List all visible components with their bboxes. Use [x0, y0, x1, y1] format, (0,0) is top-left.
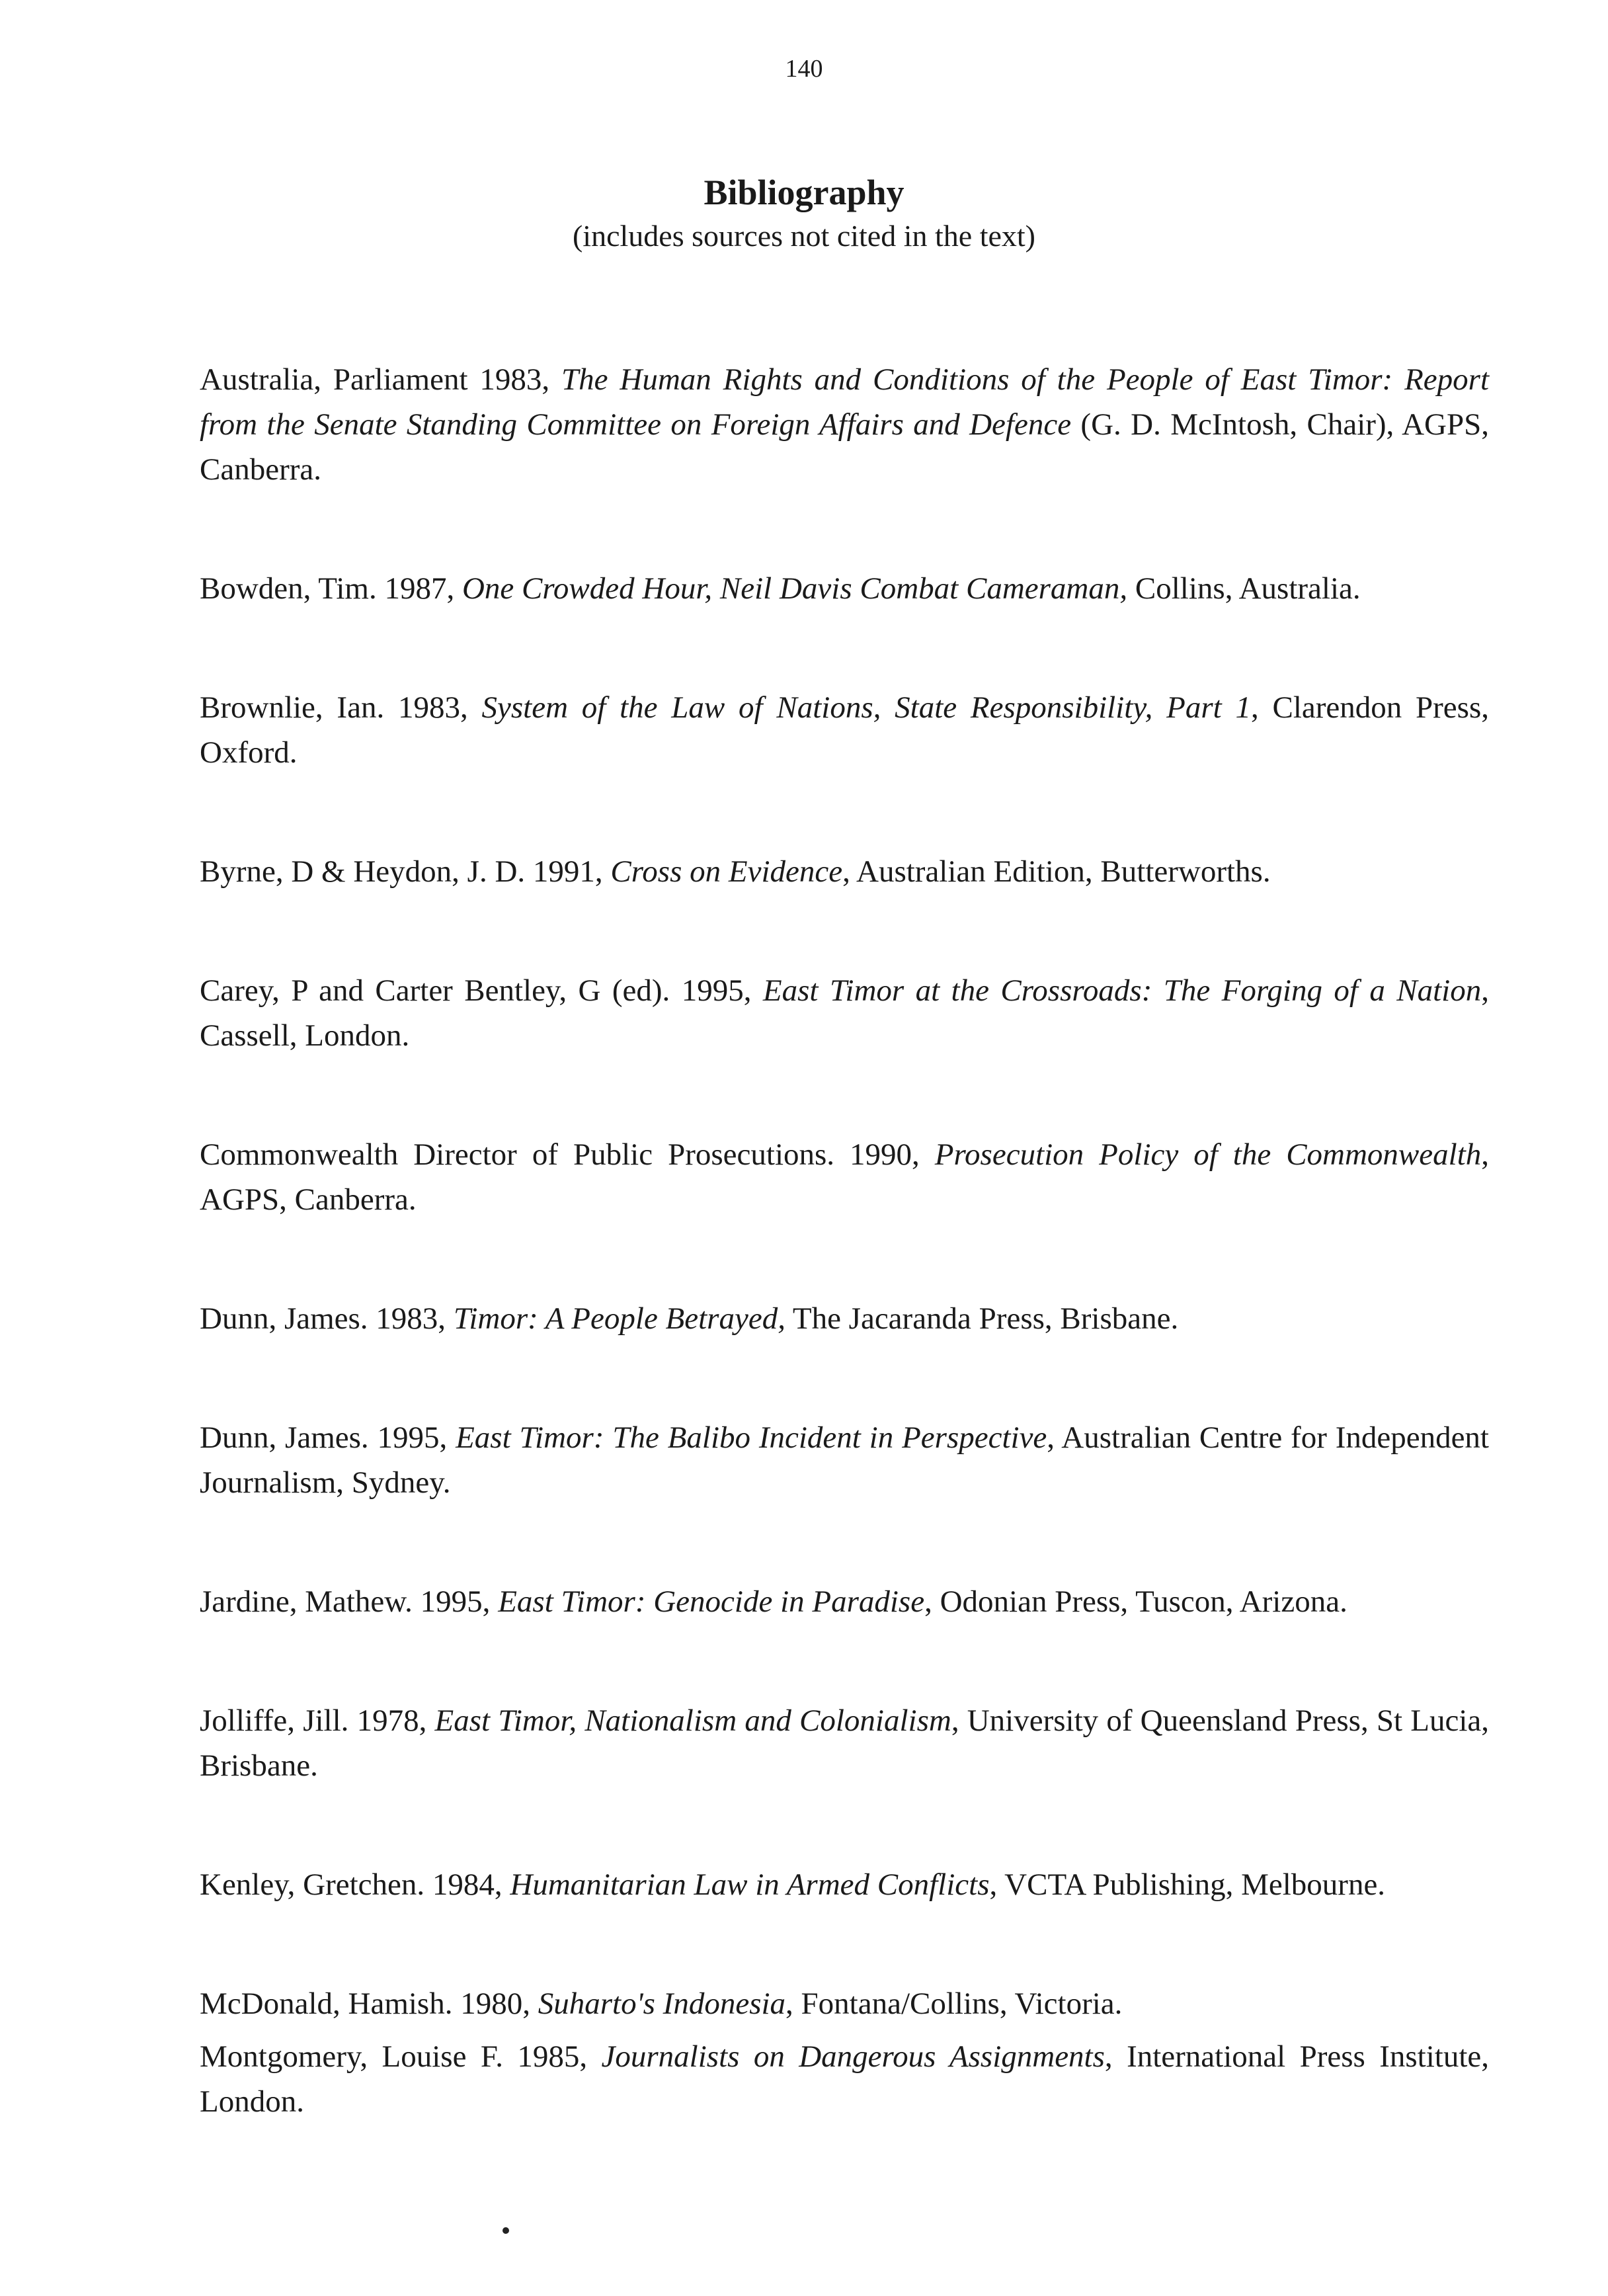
entry-publication: , AGPS, Canberra.	[200, 1137, 1490, 1217]
entry-publication: , Clarendon Press, Oxford.	[200, 690, 1490, 770]
entry-title: Timor: A People Betrayed,	[453, 1301, 785, 1336]
entry-authors: Montgomery, Louise F. 1985,	[200, 2039, 602, 2074]
bibliography-entry	[200, 2034, 1489, 2124]
entry-authors: Australia, Parliament 1983,	[200, 362, 562, 397]
bibliography-entry	[200, 968, 1489, 1058]
bibliography-entry	[200, 1415, 1489, 1505]
bibliography-entry	[200, 357, 1489, 492]
entry-title: East Timor: The Balibo Incident in Perspective	[456, 1420, 1047, 1455]
entry-title: Prosecution Policy of the Commonwealth	[934, 1137, 1482, 1172]
entry-authors: Dunn, James. 1995,	[200, 1420, 456, 1455]
page-subtitle: (includes sources not cited in the text)	[572, 219, 1036, 253]
entry-publication: , Odonian Press, Tuscon, Arizona.	[924, 1584, 1347, 1619]
entry-title: East Timor, Nationalism and Colonialism	[434, 1703, 951, 1738]
entry-title: Journalists on Dangerous Assignments	[601, 2039, 1105, 2074]
entry-authors: Jardine, Mathew. 1995,	[200, 1584, 499, 1619]
page-title: Bibliography	[704, 173, 904, 212]
entry-title: One Crowded Hour, Neil Davis Combat Cameraman,	[462, 571, 1128, 606]
entry-publication: Collins, Australia.	[1127, 571, 1361, 606]
entry-publication: The Jacaranda Press, Brisbane.	[785, 1301, 1179, 1336]
entry-title: Suharto's Indonesia	[538, 1987, 786, 2021]
bibliography-list	[200, 357, 1489, 2124]
entry-title: East Timor: Genocide in Paradise	[498, 1584, 925, 1619]
entry-publication: , University of Queensland Press, St Lucia, Brisbane.	[200, 1703, 1489, 1783]
bibliography-entry	[200, 1132, 1489, 1222]
entry-authors: McDonald, Hamish. 1980,	[200, 1987, 538, 2021]
bibliography-entry	[200, 849, 1489, 894]
entry-publication: , Australian Edition, Butterworths.	[842, 854, 1271, 889]
scan-speck	[502, 2227, 509, 2234]
entry-publication: , International Press Institute, London.	[200, 2039, 1490, 2119]
bibliography-entry	[200, 566, 1489, 611]
entry-authors: Byrne, D & Heydon, J. D. 1991,	[200, 854, 611, 889]
entry-authors: Bowden, Tim. 1987,	[200, 571, 462, 606]
entry-authors: Dunn, James. 1983,	[200, 1301, 454, 1336]
entry-title: Humanitarian Law in Armed Conflicts	[510, 1867, 990, 1902]
bibliography-entry	[200, 1579, 1489, 1624]
entry-publication: , Australian Centre for Independent Journalism, Sydney.	[200, 1420, 1489, 1500]
entry-publication: , VCTA Publishing, Melbourne.	[989, 1867, 1386, 1902]
entry-authors: Brownlie, Ian. 1983,	[200, 690, 482, 725]
bibliography-entry	[200, 1698, 1489, 1788]
entry-authors: Jolliffe, Jill. 1978,	[200, 1703, 435, 1738]
bibliography-entry	[200, 685, 1489, 775]
entry-publication: (G. D. McIntosh, Chair), AGPS, Canberra.	[200, 407, 1489, 487]
entry-publication: , Cassell, London.	[200, 973, 1489, 1053]
entry-title: Cross on Evidence	[610, 854, 843, 889]
entry-authors: Kenley, Gretchen. 1984,	[200, 1867, 510, 1902]
entry-title: The Human Rights and Conditions of the People of East Timor: Report from the Senate Standing Committee on Foreign Affairs and Defence	[200, 362, 1489, 442]
entry-title: System of the Law of Nations, State Responsibility, Part 1	[481, 690, 1251, 725]
entry-authors: Commonwealth Director of Public Prosecutions. 1990,	[200, 1137, 935, 1172]
entry-authors: Carey, P and Carter Bentley, G (ed). 1995,	[200, 973, 763, 1008]
bibliography-entry	[200, 1981, 1489, 2026]
bibliography-entry	[200, 1296, 1489, 1341]
bibliography-entry	[200, 1862, 1489, 1907]
page-number: 140	[785, 55, 823, 83]
entry-title: East Timor at the Crossroads: The Forging of a Nation	[762, 973, 1482, 1008]
entry-publication: , Fontana/Collins, Victoria.	[785, 1987, 1123, 2021]
